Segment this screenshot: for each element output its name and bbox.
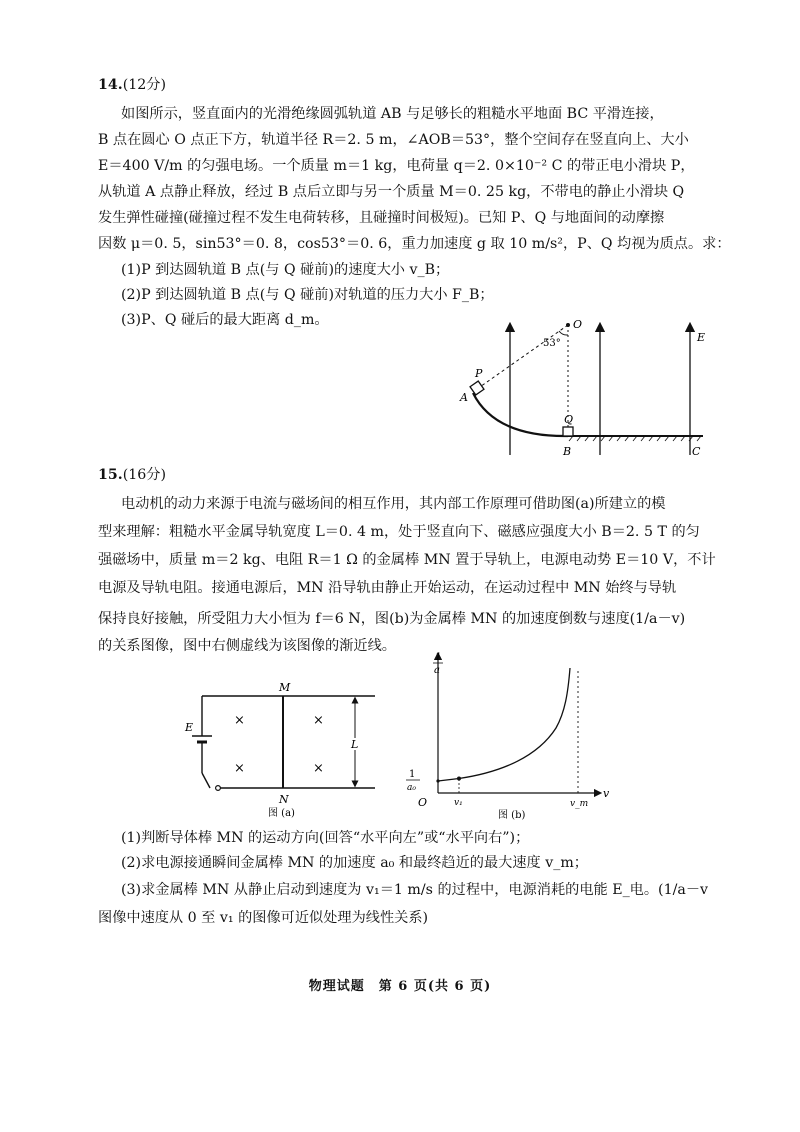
page-footer: 物理试题 第 6 页(共 6 页): [308, 979, 492, 994]
label-m: M: [279, 681, 291, 694]
switch: [202, 773, 210, 788]
q14-figure: [455, 315, 715, 465]
q14-question-2: (2)P 到达圆轨道 B 点(与 Q 碰前)对轨道的压力大小 F_B；: [121, 287, 494, 303]
q15-score: (16分): [122, 467, 166, 483]
q15-number: 15.: [98, 467, 123, 483]
q15-figure-b: [398, 648, 623, 826]
q15-line-5: 的关系图像，图中右侧虚线为该图像的渐近线。: [98, 638, 396, 654]
q14-question-3: (3)P、Q 碰后的最大距离 d_m。: [121, 312, 329, 328]
label-p: P: [475, 367, 483, 380]
label-o: O: [573, 318, 583, 331]
q15-heading: [98, 465, 166, 485]
q14-line-5: 因数 μ＝0. 5，sin53°＝0. 8，cos53°＝0. 6，重力加速度 g 取 10 m/s²，P、Q 均视为质点。求：: [98, 236, 731, 252]
q15-line-2: 强磁场中，质量 m＝2 kg、电阻 R＝1 Ω 的金属棒 MN 置于导轨上，电源电动势 E＝10 V，不计: [98, 552, 716, 568]
q14-line-1: B 点在圆心 O 点正下方，轨道半径 R＝2. 5 m，∠AOB＝53°，整个空间存在竖直向上、大小: [98, 132, 689, 148]
label-e-battery: E: [185, 721, 194, 734]
q15-question-3: (3)求金属棒 MN 从静止启动到速度为 v₁＝1 m/s 的过程中，电源消耗的电能 E_电。(1/a－v: [121, 882, 709, 898]
center-o: [566, 323, 570, 327]
y-axis-label: 1: [435, 652, 442, 663]
q15-line-3: 电源及导轨电阻。接通电源后，MN 沿导轨由静止开始运动，在运动过程中 MN 始终与导轨: [98, 580, 677, 596]
label-e: E: [697, 331, 706, 344]
field-x-1: ×: [234, 713, 245, 728]
field-x-4: ×: [313, 761, 324, 776]
label-q: Q: [564, 413, 574, 426]
label-v1: v₁: [454, 798, 463, 808]
block-p: [470, 381, 484, 395]
q14-line-4: 发生弹性碰撞(碰撞过程不发生电荷转移，且碰撞时间极短)。已知 P、Q 与地面间的动摩擦: [98, 210, 665, 226]
block-q: [563, 427, 573, 436]
q15-question-3-cont: 图像中速度从 0 至 v₁ 的图像可近似处理为线性关系): [98, 910, 429, 926]
q14-line-2: E＝400 V/m 的匀强电场。一个质量 m＝1 kg，电荷量 q＝2. 0×10⁻² C 的带正电小滑块 P，: [98, 158, 695, 174]
caption-a: 图 (a): [268, 808, 295, 819]
q15-line-0: 电动机的动力来源于电流与磁场间的相互作用，其内部工作原理可借助图(a)所建立的模: [121, 496, 666, 512]
y-axis-label-den: a: [434, 665, 440, 676]
q15-figure-a: [180, 676, 390, 822]
q14-number: 14.: [98, 77, 123, 93]
caption-b: 图 (b): [498, 810, 526, 821]
label-c: C: [692, 445, 701, 458]
point-start: [436, 779, 439, 782]
q15-line-1: 型来理解：粗糙水平金属导轨宽度 L＝0. 4 m，处于竖直向下、磁感应强度大小 B＝2. 5 T 的匀: [98, 524, 700, 540]
curve: [438, 668, 570, 781]
label-b: B: [563, 445, 572, 458]
label-a: A: [460, 391, 468, 404]
q15-line-4: 保持良好接触，所受阻力大小恒为 f＝6 N，图(b)为金属棒 MN 的加速度倒数与速度(1/a－v): [98, 611, 686, 627]
label-angle: 53°: [543, 338, 561, 349]
radius-oa: [477, 325, 568, 389]
switch-contact: [216, 786, 221, 791]
q14-heading: [98, 75, 166, 95]
point-v1: [457, 777, 461, 781]
label-x-axis: v: [603, 787, 610, 800]
q14-score: (12分): [122, 77, 166, 93]
y-tick-label: 1: [409, 769, 416, 780]
q14-line-0: 如图所示，竖直面内的光滑绝缘圆弧轨道 AB 与足够长的粗糙水平地面 BC 平滑连接，: [121, 106, 664, 122]
field-x-2: ×: [313, 713, 324, 728]
angle-arc: [559, 331, 568, 335]
label-vm: v_m: [570, 799, 589, 809]
q14-question-1: (1)P 到达圆轨道 B 点(与 Q 碰前)的速度大小 v_B；: [121, 262, 450, 278]
y-tick-label-den: a₀: [407, 783, 416, 793]
q15-question-2: (2)求电源接通瞬间金属棒 MN 的加速度 a₀ 和最终趋近的最大速度 v_m；: [121, 855, 588, 871]
label-l: L: [351, 738, 359, 751]
field-x-3: ×: [234, 761, 245, 776]
label-origin: O: [418, 796, 428, 809]
arc-track-ab: [473, 393, 568, 436]
q15-question-1: (1)判断导体棒 MN 的运动方向(回答“水平向左”或“水平向右”)；: [121, 830, 530, 846]
label-n: N: [279, 793, 289, 806]
q14-line-3: 从轨道 A 点静止释放，经过 B 点后立即与另一个质量 M＝0. 25 kg，不带电的静止小滑块 Q: [98, 184, 685, 200]
